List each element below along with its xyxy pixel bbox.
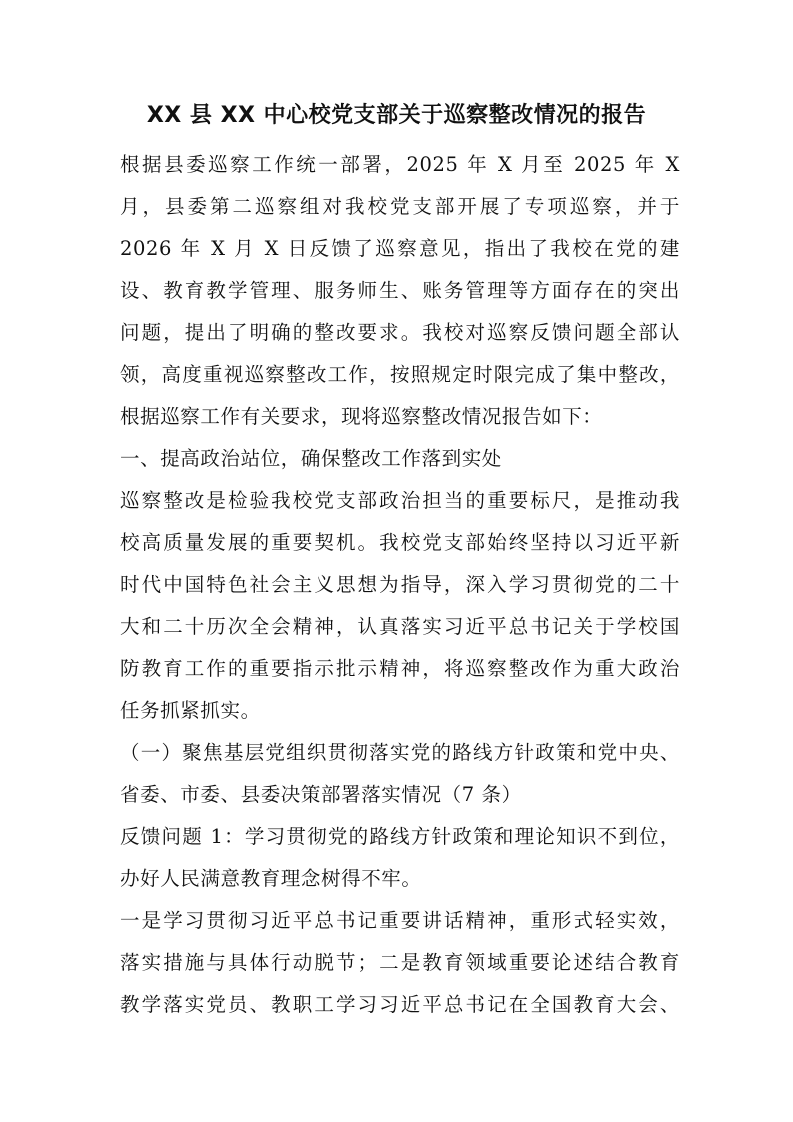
body-line: 校高质量发展的重要契机。我校党支部始终坚持以习近平新 — [120, 531, 680, 554]
body-line: 巡察整改是检验我校党支部政治担当的重要标尺，是推动我 — [120, 489, 680, 512]
body-line: 办好人民满意教育理念树得不牢。 — [120, 867, 422, 890]
body-line: 根据巡察工作有关要求，现将巡察整改情况报告如下： — [120, 405, 603, 428]
body-line: 2026 年 X 月 X 日反馈了巡察意见，指出了我校在党的建 — [120, 237, 680, 260]
subsection-heading: 省委、市委、县委决策部署落实情况（7 条） — [120, 783, 522, 806]
body-line: 防教育工作的重要指示批示精神，将巡察整改作为重大政治 — [120, 657, 680, 680]
body-line: 根据县委巡察工作统一部署，2025 年 X 月至 2025 年 X — [120, 153, 680, 176]
body-line: 设、教育教学管理、服务师生、账务管理等方面存在的突出 — [120, 279, 680, 302]
document-title: XX 县 XX 中心校党支部关于巡察整改情况的报告 — [146, 103, 647, 128]
subsection-heading: （一）聚焦基层党组织贯彻落实党的路线方针政策和党中央、 — [120, 741, 680, 764]
body-line: 时代中国特色社会主义思想为指导，深入学习贯彻党的二十 — [120, 573, 680, 596]
body-line: 月，县委第二巡察组对我校党支部开展了专项巡察，并于 — [120, 195, 680, 218]
section-heading: 一、提高政治站位，确保整改工作落到实处 — [120, 447, 502, 470]
body-line: 问题，提出了明确的整改要求。我校对巡察反馈问题全部认 — [120, 321, 680, 344]
body-line: 任务抓紧抓实。 — [120, 699, 261, 722]
body-line: 一是学习贯彻习近平总书记重要讲话精神，重形式轻实效， — [120, 909, 680, 932]
body-line: 领，高度重视巡察整改工作，按照规定时限完成了集中整改， — [120, 363, 680, 386]
body-line: 教学落实党员、教职工学习习近平总书记在全国教育大会、 — [120, 993, 680, 1016]
body-line: 反馈问题 1：学习贯彻党的路线方针政策和理论知识不到位， — [120, 825, 680, 848]
body-line: 大和二十历次全会精神，认真落实习近平总书记关于学校国 — [120, 615, 680, 638]
body-line: 落实措施与具体行动脱节；二是教育领域重要论述结合教育 — [120, 951, 680, 974]
